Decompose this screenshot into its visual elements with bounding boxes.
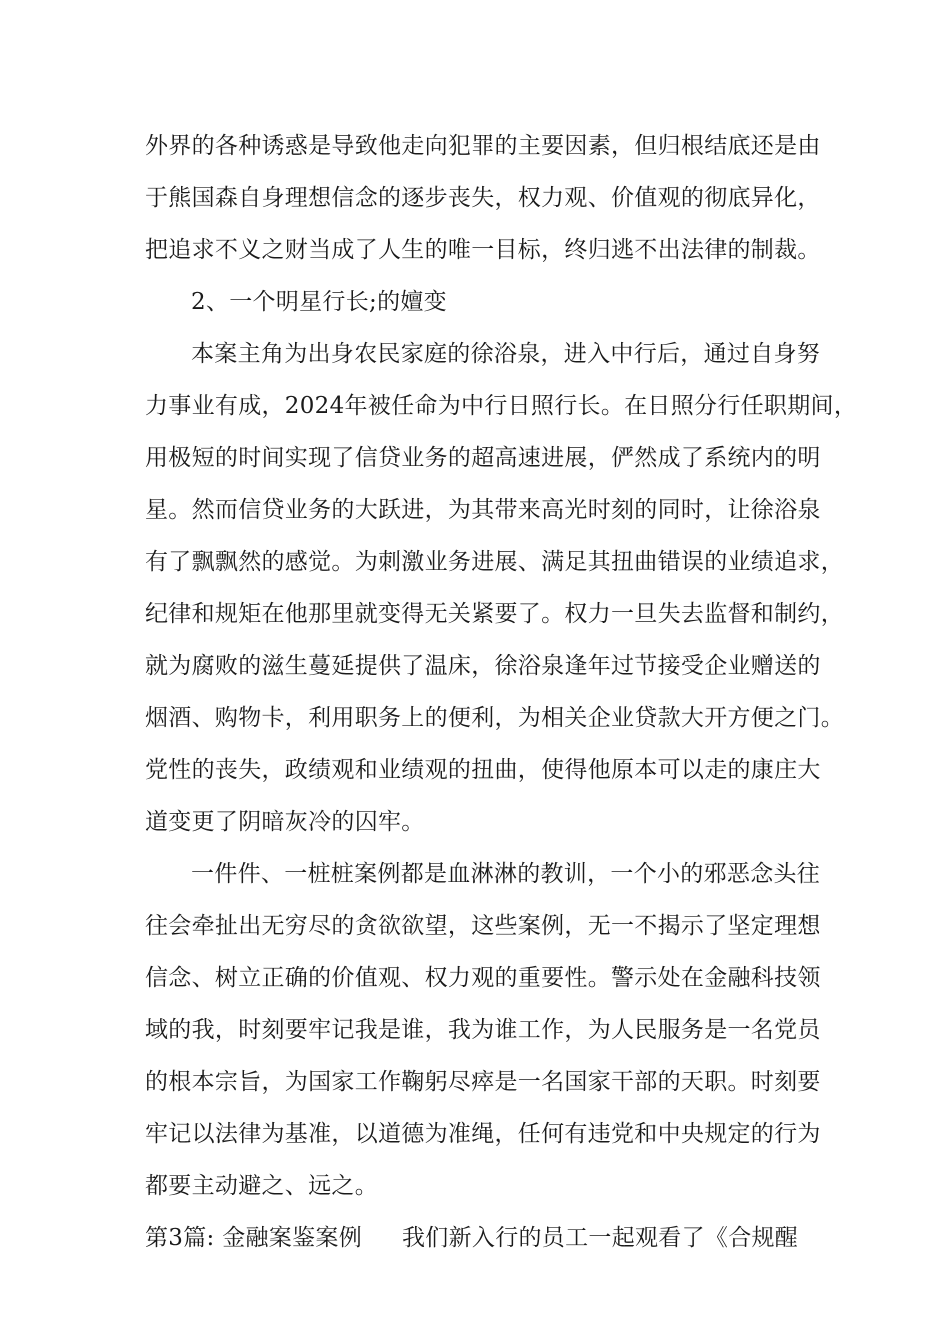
section-line: [145, 1222, 817, 1274]
paragraph-1: [145, 130, 821, 286]
document-page: [145, 130, 858, 1274]
text-line: 用极短的时间实现了信贷业务的超高速进展，俨然成了系统内的明: [145, 445, 821, 471]
text-line: 有了飘飘然的感觉。为刺激业务进展、满足其扭曲错误的业绩追求，: [145, 549, 844, 575]
text-line: 于熊国森自身理想信念的逐步丧失，权力观、价值观的彻底异化，: [145, 185, 821, 211]
text-line: 星。然而信贷业务的大跃进，为其带来高光时刻的同时，让徐浴泉: [145, 497, 821, 523]
paragraph-2: [145, 338, 858, 858]
text-line: 就为腐败的滋生蔓延提供了温床，徐浴泉逢年过节接受企业赠送的: [145, 653, 821, 679]
text-line: 都要主动避之、远之。: [145, 1173, 378, 1199]
text-line: 一件件、一桩桩案例都是血淋淋的教训，一个小的邪恶念头往: [191, 861, 821, 887]
text-line: 域的我，时刻要牢记我是谁，我为谁工作，为人民服务是一名党员: [145, 1017, 821, 1043]
text-line: 力事业有成，2024年被任命为中行日照行长。在日照分行任职期间，: [145, 393, 858, 419]
subheading: 2、一个明星行长;的嬗变: [191, 289, 447, 315]
text-line: 党性的丧失，政绩观和业绩观的扭曲，使得他原本可以走的康庄大: [145, 757, 821, 783]
text-line: 本案主角为出身农民家庭的徐浴泉，进入中行后，通过自身努: [191, 341, 821, 367]
section-start-text: 我们新入行的员工一起观看了《合规醒: [402, 1225, 799, 1251]
paragraph-3: [145, 858, 821, 1222]
text-line: 烟酒、购物卡，利用职务上的便利，为相关企业贷款大开方便之门。: [145, 705, 844, 731]
text-line: 道变更了阴暗灰冷的囚牢。: [145, 809, 425, 835]
text-line: 外界的各种诱惑是导致他走向犯罪的主要因素，但归根结底还是由: [145, 133, 821, 159]
section-title: 第3篇: 金融案鉴案例: [145, 1225, 362, 1251]
text-line: 往会牵扯出无穷尽的贪欲欲望，这些案例，无一不揭示了坚定理想: [145, 913, 821, 939]
text-line: 的根本宗旨，为国家工作鞠躬尽瘁是一名国家干部的天职。时刻要: [145, 1069, 821, 1095]
text-line: 纪律和规矩在他那里就变得无关紧要了。权力一旦失去监督和制约，: [145, 601, 844, 627]
text-line: 信念、树立正确的价值观、权力观的重要性。警示处在金融科技领: [145, 965, 821, 991]
text-line: 牢记以法律为基准，以道德为准绳，任何有违党和中央规定的行为: [145, 1121, 821, 1147]
text-line: 把追求不义之财当成了人生的唯一目标，终归逃不出法律的制裁。: [145, 237, 821, 263]
